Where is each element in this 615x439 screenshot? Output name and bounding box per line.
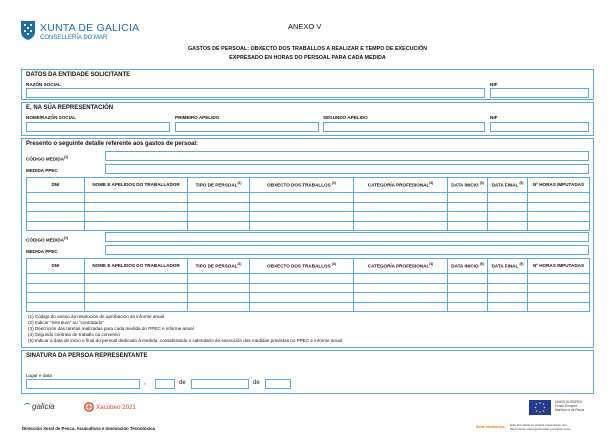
- place-date-label: Lugar e data: [26, 373, 52, 378]
- codigo-medida-label: CÓDIGO MEDIDA$^{(1)}$: [26, 155, 69, 162]
- xacobeo-label: Xacobeo 2021: [96, 404, 136, 411]
- footnotes: [28, 314, 342, 344]
- staff-table: [26, 177, 590, 231]
- de-label-2: de: [253, 380, 260, 386]
- footnote: (4) Segundo contrato de traballo ou convenio: [28, 331, 120, 337]
- applicant-nif-label: NIF: [490, 82, 498, 87]
- razon-social-label: RAZÓN SOCIAL: [26, 82, 61, 87]
- footnote: (5) Indicar a data de inicio e final do persoal dedicado á medida, considerando o calendario de execución das medidas previstas no PPEC e informe anual: [28, 337, 343, 343]
- col-dni: DNI: [27, 178, 85, 193]
- col-data-inicio: DATA INICIO $^{(5)}$: [448, 259, 488, 274]
- galicia-logo: galicia: [24, 402, 55, 411]
- medida-ppec-label: MEDIDA PPEC: [26, 168, 58, 173]
- segundo-apelido-field[interactable]: [323, 122, 485, 132]
- xacobeo-icon: [84, 402, 94, 412]
- col-nome: NOME E APELIDOS DO TRABALLADOR: [85, 259, 188, 274]
- col-data-inicio: DATA INICIO $^{(5)}$: [448, 178, 488, 193]
- applicant-section-title: DATOS DA ENTIDADE SOLICITANTE: [26, 72, 131, 78]
- directorate-name: Dirección Xeral de Pesca, Acuicultura e Innovación Tecnolóxica: [22, 426, 155, 431]
- department-name: CONSELLERÍA DO MAR: [40, 35, 108, 41]
- table-row[interactable]: [27, 283, 590, 293]
- day-field[interactable]: [155, 379, 175, 389]
- table-row[interactable]: [27, 302, 590, 312]
- primeiro-apelido-field[interactable]: [175, 122, 319, 132]
- annex-title: ANEXO V: [288, 22, 322, 31]
- table-row[interactable]: [27, 293, 590, 303]
- medida-ppec-field-2[interactable]: [105, 245, 589, 255]
- footnote: (1) Código do anexo da resolución de aprobación do informe anual: [28, 314, 165, 319]
- col-nome: NOME E APELIDOS DO TRABALLADOR: [85, 178, 188, 193]
- signature-section-title: SINATURA DA PERSOA REPRESENTANTE: [26, 353, 148, 359]
- col-tipo: TIPO DE PERSOAL$^{(2)}$: [188, 178, 250, 193]
- col-dni: DNI: [27, 259, 85, 274]
- razon-social-field[interactable]: [26, 88, 485, 98]
- medida-ppec-label-2: MEDIDA PPEC: [26, 249, 58, 254]
- primeiro-apelido-label: PRIMEIRO APELIDO: [175, 115, 220, 120]
- nome-field[interactable]: [26, 122, 170, 132]
- xunta-shield-icon: [20, 20, 36, 41]
- representation-section-title: E, NA SÚA REPRESENTACIÓN: [26, 105, 114, 111]
- table-row[interactable]: [27, 202, 590, 212]
- nome-label: NOME/RAZÓN SOCIAL: [26, 115, 77, 120]
- representative-nif-label: NIF: [490, 115, 498, 120]
- col-obxecto: OBXECTO DOS TRABALLOS $^{(3)}$: [250, 178, 354, 193]
- detail-intro: Presento o seguinte detalle referente aos gastos de persoal:: [26, 141, 199, 147]
- staff-table-2: [26, 258, 590, 312]
- comma-separator: ,: [144, 380, 146, 386]
- org-name: XUNTA DE GALICIA: [40, 22, 140, 34]
- doc-title-line2: EXPRESADO EN HORAS DO PERSOAL PARA CADA MEDIDA: [229, 55, 386, 61]
- col-categoria: CATEGORÍA PROFESIONAL$^{(4)}$: [354, 259, 448, 274]
- place-field[interactable]: [26, 379, 140, 389]
- applicant-nif-field[interactable]: [490, 88, 589, 98]
- table-row[interactable]: [27, 221, 590, 231]
- sede-electronica-badge: Sede electrónica: [476, 425, 505, 429]
- footnote: (3) Descrición das tarefas realizadas para cada medida do PPEC e informe anual: [28, 325, 194, 331]
- year-field[interactable]: [265, 379, 291, 389]
- de-label-1: de: [179, 380, 186, 386]
- col-horas: Nº HORAS IMPUTADAS: [528, 178, 590, 193]
- col-data-final: DATA FINAL $^{(5)}$: [488, 259, 528, 274]
- col-horas: Nº HORAS IMPUTADAS: [528, 259, 590, 274]
- table-row[interactable]: [27, 274, 590, 284]
- eu-funding-text: UNIÓN EUROPEA Fondo Europeo Marítimo e de Pesca: [555, 400, 585, 412]
- col-categoria: CATEGORÍA PROFESIONAL$^{(4)}$: [354, 178, 448, 193]
- medida-ppec-field[interactable]: [105, 164, 589, 174]
- table-row[interactable]: [27, 193, 590, 203]
- col-data-final: DATA FINAL $^{(5)}$: [488, 178, 528, 193]
- footnote: (2) Indicar "estrutura" ou "contratado": [28, 319, 104, 325]
- eu-flag-icon: [529, 400, 551, 415]
- galicia-swoosh-icon: [24, 403, 31, 409]
- col-tipo: TIPO DE PERSOAL$^{(2)}$: [188, 259, 250, 274]
- codigo-medida-field[interactable]: [105, 151, 589, 161]
- col-obxecto: OBXECTO DOS TRABALLOS $^{(3)}$: [250, 259, 354, 274]
- month-field[interactable]: [191, 379, 249, 389]
- sede-electronica-text: Este formulario só poderá presentarse nos https://sede.xunta.gal Formas previstas na lei: [510, 423, 571, 431]
- segundo-apelido-label: SEGUNDO APELIDO: [323, 115, 368, 120]
- codigo-medida-field-2[interactable]: [105, 232, 589, 242]
- doc-title-line1: GASTOS DE PERSOAL: OBXECTO DOS TRABALLOS A REALIZAR E TEMPO DE EXECUCIÓN: [187, 46, 427, 52]
- table-row[interactable]: [27, 212, 590, 222]
- codigo-medida-label-2: CÓDIGO MEDIDA$^{(1)}$: [26, 236, 69, 243]
- representative-nif-field[interactable]: [490, 122, 589, 132]
